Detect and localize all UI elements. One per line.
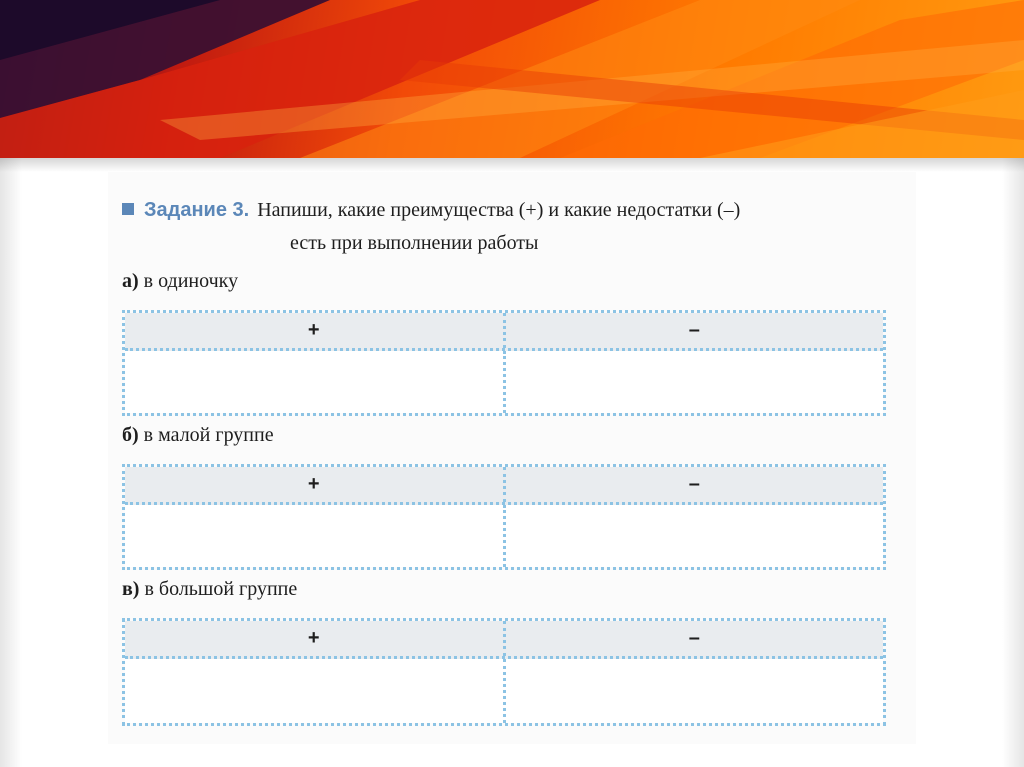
section-a-plus-cell (125, 351, 506, 413)
section-c-plus-cell (125, 659, 506, 723)
task-text-line2: есть при выполнении работы (290, 232, 539, 254)
section-b-title: в малой группе (143, 424, 274, 446)
section-c-plus-header: + (125, 621, 506, 656)
task-label: Задание 3. (144, 199, 250, 221)
section-a-minus-header: – (688, 319, 700, 341)
section-c-title: в большой группе (144, 578, 298, 600)
task-text-line1: Напиши, какие преимущества (+) и какие недостатки (–) (257, 199, 741, 221)
section-a-letter: а) (122, 270, 139, 292)
section-c-label (122, 578, 297, 601)
section-c-minus-header: – (688, 627, 700, 649)
section-c-letter: в) (122, 578, 140, 600)
page-edge-right (1002, 158, 1024, 767)
section-a-plus-header: + (125, 313, 506, 348)
section-a-table-header (125, 313, 883, 351)
section-b-plus-header: + (125, 467, 506, 502)
section-b-plus-cell (125, 505, 506, 567)
section-c-minus-cell (506, 659, 884, 723)
section-c-table (122, 618, 886, 726)
page-edge-left (0, 158, 22, 767)
section-c-table-body (125, 659, 883, 723)
section-a-table (122, 310, 886, 416)
square-bullet-icon (122, 203, 134, 215)
section-b-table-header (125, 467, 883, 505)
section-b-table-body (125, 505, 883, 567)
section-a-label (122, 270, 238, 293)
banner-shapes (0, 0, 1024, 158)
banner-shadow (0, 158, 1024, 172)
task-heading (122, 194, 912, 260)
section-b-minus-cell (506, 505, 884, 567)
section-a-minus-cell (506, 351, 884, 413)
section-b-table (122, 464, 886, 570)
section-b-letter: б) (122, 424, 139, 446)
section-a-title: в одиночку (143, 270, 239, 292)
textbook-page (108, 172, 916, 744)
section-a-table-body (125, 351, 883, 413)
section-b-label (122, 424, 274, 447)
decorative-banner (0, 0, 1024, 158)
section-c-table-header (125, 621, 883, 659)
section-b-minus-header: – (688, 473, 700, 495)
